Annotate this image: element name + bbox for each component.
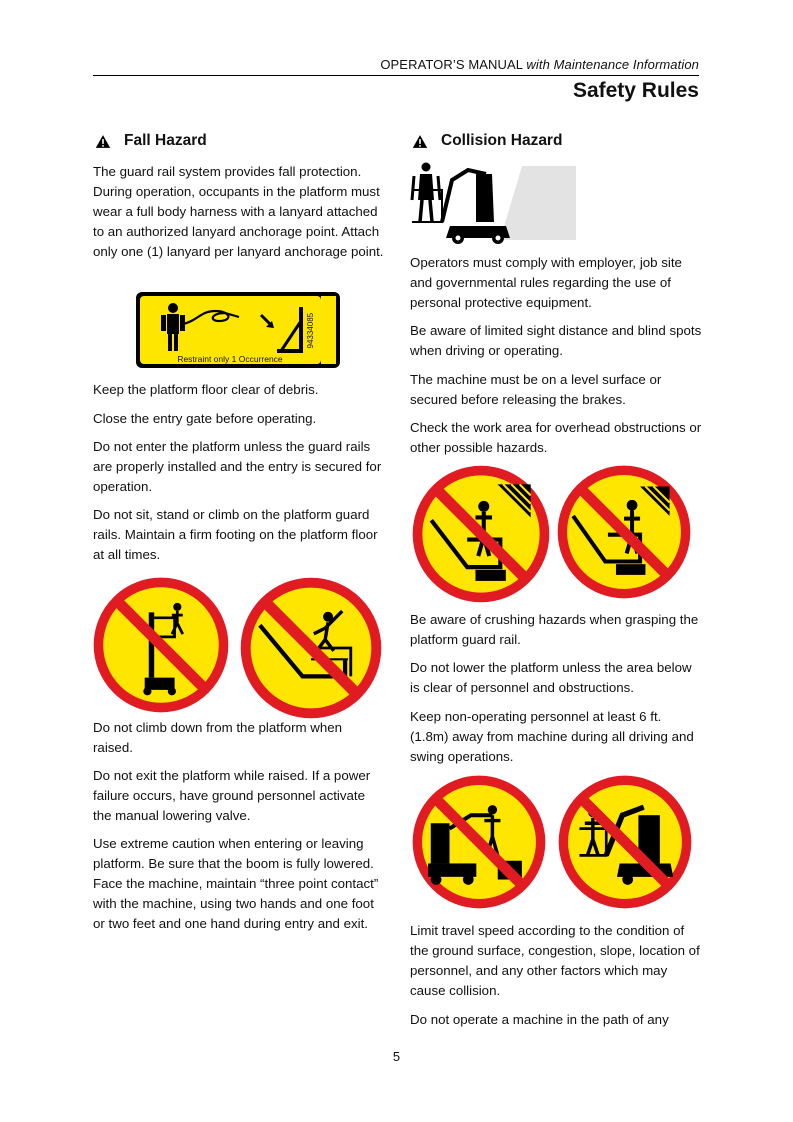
fall-hazard-paragraph-7: Do not exit the platform while raised. If a power failure occurs, have ground personnel activate the manual lowering valve. <box>93 768 371 823</box>
decal-caption: Restraint only 1 Occurrence <box>177 354 283 364</box>
decal-number: 94334085 <box>306 312 316 349</box>
collision-hazard-title: Collision Hazard <box>441 132 563 149</box>
fall-hazard-paragraph-6: Do not climb down from the platform when raised. <box>93 720 343 755</box>
section-title: Safety Rules <box>572 79 699 102</box>
fall-hazard-paragraph-5: Do not sit, stand or climb on the platform guard rails. Maintain a firm footing on the platform floor at all times. <box>93 507 378 562</box>
collision-hazard-paragraph-8: Limit travel speed according to the condition of the ground surface, congestion, slope, location of personnel, and any other factors which may cause collision. <box>410 923 700 998</box>
collision-hazard-paragraph-4: Check the work area for overhead obstructions or other possible hazards. <box>410 420 702 455</box>
restraint-decal <box>135 291 341 369</box>
overhead-obstruction-sign-2-icon <box>557 465 691 599</box>
crushing-hazard-sign-2-icon <box>558 775 692 909</box>
fall-hazard-paragraph-2: Keep the platform floor clear of debris. <box>93 382 319 397</box>
fall-hazard-paragraph-3: Close the entry gate before operating. <box>93 411 317 426</box>
page-number: 5 <box>392 1049 401 1064</box>
collision-hazard-paragraph-9: Do not operate a machine in the path of any <box>410 1012 669 1027</box>
fall-hazard-paragraph-8: Use extreme caution when entering or leaving platform. Be sure that the boom is fully lowered. Face the machine, maintain “three point contact” with the machine, using two hands and one foot or two feet and one hand during entry and exit. <box>93 836 379 931</box>
fall-hazard-paragraph-4: Do not enter the platform unless the guard rails are properly installed and the entry is secured for operation. <box>93 439 382 494</box>
fall-hazard-paragraph-1: The guard rail system provides fall protection. During operation, occupants in the platform must wear a full body harness with a lanyard attached to an authorized lanyard anchorage point. Attach only one (1) lanyard per lanyard anchorage point. <box>93 164 384 259</box>
collision-hazard-paragraph-7: Keep non-operating personnel at least 6 ft. (1.8m) away from machine during all driving and swing operations. <box>410 709 694 764</box>
manual-subtitle-text: with Maintenance Information <box>526 57 699 72</box>
manual-title-text: OPERATOR’S MANUAL <box>380 57 523 72</box>
warning-triangle-icon <box>95 134 111 149</box>
crushing-hazard-sign-icon <box>412 775 546 909</box>
collision-hazard-paragraph-3: The machine must be on a level surface or secured before releasing the brakes. <box>410 372 662 407</box>
no-exit-raised-platform-sign-icon <box>240 577 382 719</box>
collision-hazard-paragraph-2: Be aware of limited sight distance and blind spots when driving or operating. <box>410 323 702 358</box>
fall-hazard-title: Fall Hazard <box>124 132 207 149</box>
collision-hazard-paragraph-1: Operators must comply with employer, job site and governmental rules regarding the use of personal protective equipment. <box>410 255 682 310</box>
collision-hazard-paragraph-6: Do not lower the platform unless the area below is clear of personnel and obstructions. <box>410 660 692 695</box>
operator-ppe-illustration-icon <box>410 160 576 246</box>
warning-triangle-icon <box>412 134 428 149</box>
no-climbing-down-sign-icon <box>93 577 229 713</box>
collision-hazard-paragraph-5: Be aware of crushing hazards when grasping the platform guard rail. <box>410 612 699 647</box>
fall-hazard-heading <box>95 132 207 150</box>
overhead-obstruction-sign-icon <box>412 465 550 603</box>
collision-hazard-heading <box>412 132 562 150</box>
manual-title <box>380 57 699 72</box>
header-rule <box>93 75 699 76</box>
